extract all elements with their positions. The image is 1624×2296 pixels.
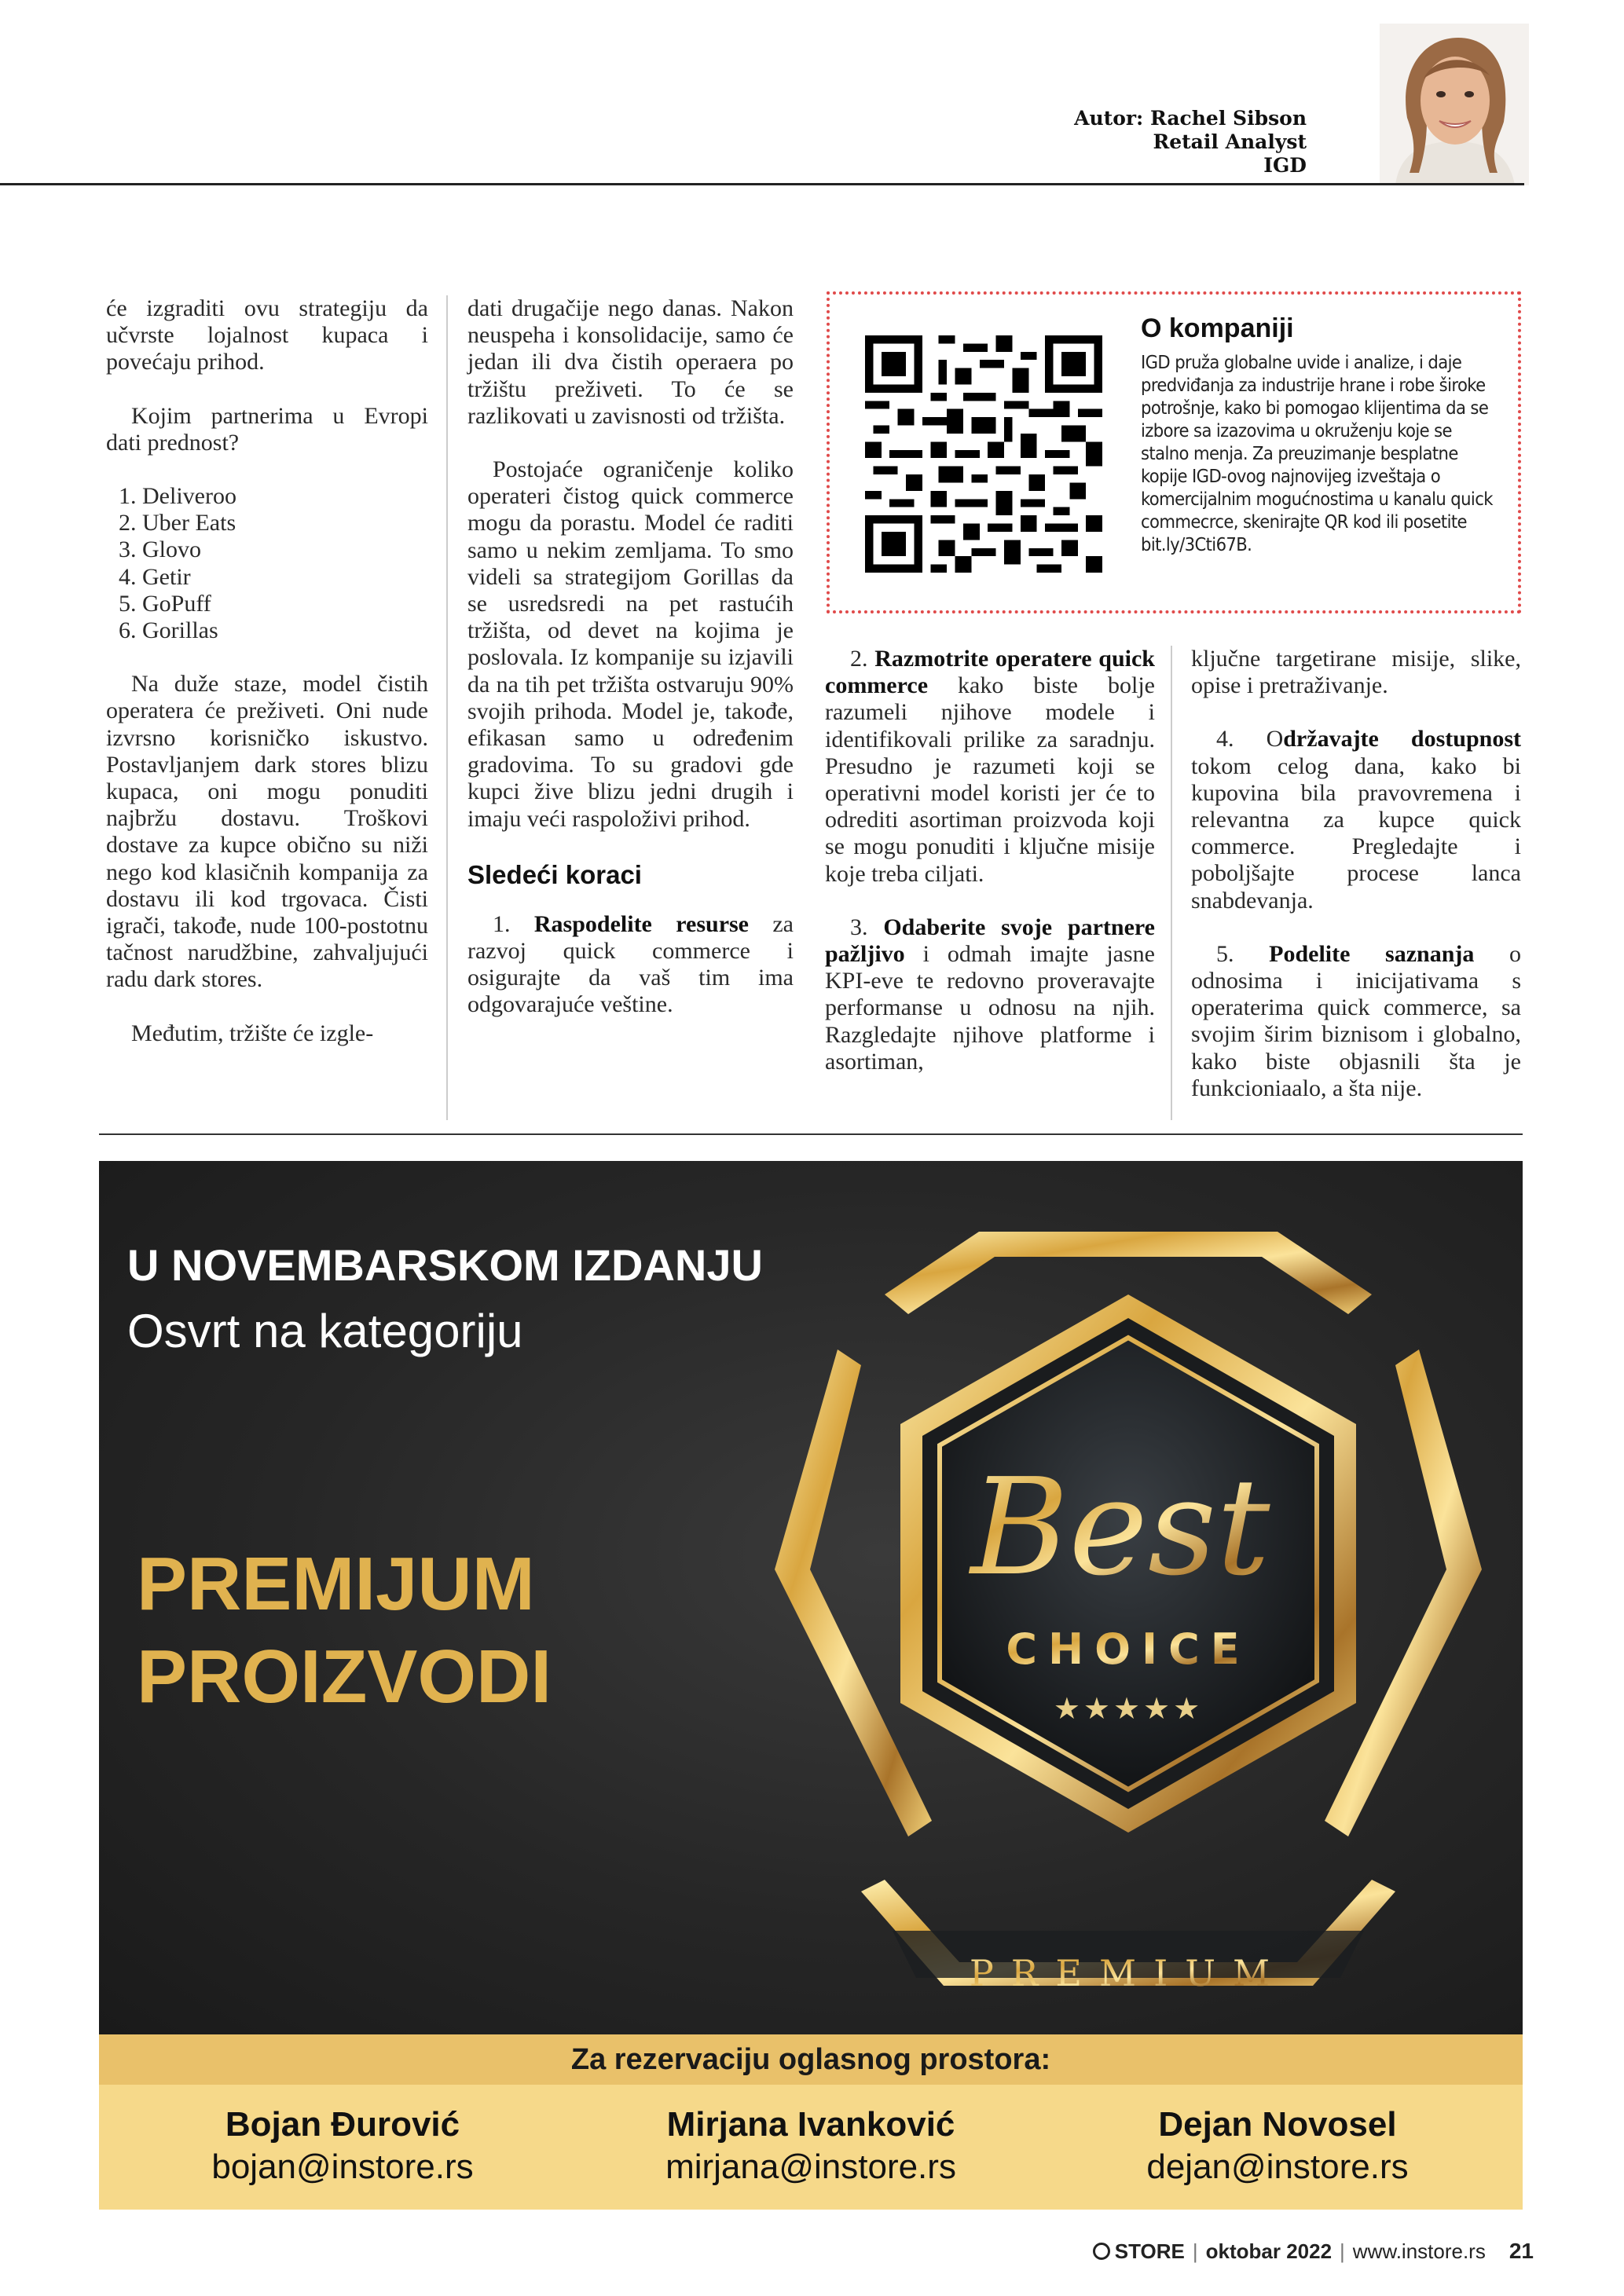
paragraph: će izgraditi ovu strategiju da učvrste lojalnost kupaca i povećaju prihod.: [106, 295, 428, 375]
column-divider: [446, 295, 448, 1120]
paragraph: [825, 914, 1155, 1075]
author-company: IGD: [1263, 154, 1307, 177]
ad-headline: U NOVEMBARSKOM IZDANJU: [127, 1240, 763, 1290]
article-bottom-rule: [99, 1133, 1523, 1135]
ad-title-line: PREMIJUM: [137, 1542, 535, 1626]
step-number: 5.: [1216, 940, 1270, 967]
author-photo: [1380, 24, 1529, 185]
step-text: za razvoj quick commerce i osigurajte da vaš tim ima odgovarajuće veštine.: [467, 910, 794, 1018]
step-text: i odmah imajte jasne KPI-eve te redovno proveravajte performanse u odnosu na njih. Razgledajte njihove platforme i asortiman,: [825, 941, 1155, 1075]
step-text: tokom celog dana, kako bi kupovina bila pravovremena i relevantna za kupce quick commerce. Pregledajte i poboljšajte procese lanca snabdevanja.: [1191, 753, 1521, 914]
step-number: 2.: [850, 646, 875, 672]
section-heading: Sledeći koraci: [467, 859, 642, 889]
paragraph: ključne targetirane misije, slike, opise i pretraživanje.: [1191, 646, 1521, 699]
website-link[interactable]: www.instore.rs: [1352, 2239, 1486, 2263]
step-title: Odaberite svoje partnere pažljivo: [825, 914, 1155, 968]
contact-name: Mirjana Ivanković: [666, 2105, 955, 2144]
company-description: IGD pruža globalne uvide i analize, i daje predviđanja za industrije hrane i robe široke potrošnje, kako bi pomogao klijentima da se izbore sa izazovima u okruženju koje se stalno menja. Za preuzimanje besplatne kopije IGD-ovog najnovijeg izveštaja o komercijalnim mogućnostima u kanalu quick commecrce, skenirajte QR kod ili posetite bit.ly/3Cti67B.: [1141, 351, 1493, 555]
step-text: kako biste bolje razumeli njihove modele i identifikovali prilike za saradnju. Presudno je razumeti koji se operativni model koristi jer će to odrediti asortiman proizvoda koji se mogu ponuditi i ključne misije koje treba ciljati.: [825, 672, 1155, 887]
issue-date: oktobar 2022: [1205, 2239, 1333, 2263]
column-3: [825, 646, 1155, 1102]
company-info-box: [827, 291, 1521, 613]
magazine-logo: [1093, 2239, 1185, 2264]
list-item: 3. Glovo: [119, 536, 201, 563]
list-item: 6. Gorillas: [119, 617, 218, 644]
logo-icon: [1093, 2243, 1110, 2260]
badge-premium: PREMIUM: [969, 1952, 1288, 1994]
contact-email-link[interactable]: bojan@instore.rs: [211, 2148, 474, 2186]
contact-card: [591, 2104, 1031, 2188]
contact-name: Bojan Đurović: [225, 2105, 460, 2144]
paragraph: [467, 911, 794, 1019]
step-number: 1.: [493, 910, 534, 937]
ad-contact-heading: Za rezervaciju oglasnog prostora:: [99, 2034, 1523, 2085]
paragraph: Na duže staze, model čistih operatera će preživeti. Oni nude izvrsno korisničko iskustvo. Postavljanjem dark stores blizu kupaca, oni mogu ponuditi najbržu dostavu. Troškovi dostave za kupce obično su niži nego kod klasičnih kompanija za dostavu ili kod trgovaca. Čisti igrači, takođe, nude 100-postotnu tačnost narudžbine, zahvaljujući radu dark stores.: [106, 671, 428, 993]
qr-code[interactable]: [865, 335, 1102, 573]
list-item: 5. GoPuff: [119, 590, 211, 617]
company-title: O kompaniji: [1141, 313, 1294, 343]
header-rule: [0, 183, 1524, 185]
ad-subheadline: Osvrt na kategoriju: [127, 1305, 523, 1357]
badge-script: Best: [970, 1450, 1270, 1606]
contact-card: [1058, 2104, 1498, 2188]
contact-email-link[interactable]: dejan@instore.rs: [1146, 2148, 1409, 2186]
separator: |: [1192, 2239, 1198, 2263]
separator: |: [1340, 2239, 1345, 2263]
step-title: državajte dostupnost: [1283, 726, 1521, 753]
ad-contact-bar: [99, 2034, 1523, 2210]
step-title: Raspodelite resurse: [533, 910, 749, 937]
paragraph: Kojim partnerima u Evropi dati prednost?: [106, 402, 428, 456]
column-1: [106, 295, 428, 1074]
contact-name: Dejan Novosel: [1158, 2105, 1397, 2144]
paragraph: dati drugačije nego danas. Nakon neuspeha i konsolidacije, samo će jedan ili dva čistih operaera po tržištu preživeti. To će se razlikovati u zavisnosti od tržišta.: [467, 295, 794, 429]
advertisement[interactable]: [99, 1161, 1523, 2034]
paragraph: [1191, 941, 1521, 1102]
step-title: Razmotrite operatere quick commerce: [825, 646, 1155, 699]
contact-email-link[interactable]: mirjana@instore.rs: [665, 2148, 956, 2186]
step-title: Podelite saznanja: [1269, 940, 1475, 967]
contact-card: [123, 2104, 563, 2188]
author-block: [1074, 107, 1307, 178]
page-footer: [1093, 2239, 1534, 2264]
column-2: [467, 295, 794, 1045]
ad-title: [137, 1538, 552, 1723]
partner-list: [106, 483, 428, 644]
best-choice-badge: [743, 1200, 1513, 2034]
column-4: [1191, 646, 1521, 1129]
list-item: 2. Uber Eats: [119, 510, 236, 536]
logo-text: STORE: [1114, 2239, 1185, 2263]
paragraph: [1191, 726, 1521, 914]
author-role: Retail Analyst: [1153, 130, 1307, 153]
step-text: o odnosima i inicijativama s operaterima quick commerce, sa svojim širim biznisom i globalno, kako biste objasnili šta je funkcioniaalo, a šta nije.: [1191, 940, 1522, 1101]
list-item: 4. Getir: [119, 563, 191, 590]
badge-choice: CHOICE: [1006, 1624, 1251, 1674]
page-number: 21: [1509, 2239, 1534, 2263]
badge-stars: ★★★★★: [1053, 1691, 1204, 1726]
paragraph: [825, 646, 1155, 888]
author-name: Autor: Rachel Sibson: [1074, 107, 1307, 130]
list-item: 1. Deliveroo: [119, 483, 236, 510]
ad-title-line: PROIZVODI: [137, 1635, 552, 1719]
step-number: 3.: [850, 914, 884, 940]
paragraph: Međutim, tržište će izgle-: [131, 1020, 374, 1046]
paragraph: Postojaće ograničenje koliko operateri čistog quick commerce mogu da porastu. Model će raditi samo u nekim zemljama. To smo videli sa strategijom Gorillas da se usredsredi na pet rastućih tržišta, od devet na kojima je poslovala. Iz kompanije su izjavili da na tih pet tržišta ostvaruju 90% svojih prihoda. Model je, takođe, efikasan samo u određenim gradovima. To su gradovi gde kupci žive blizu jedni drugih i imaju veći raspoloživi prihod.: [467, 456, 794, 832]
step-number: 4. O: [1216, 726, 1284, 753]
column-divider: [1171, 646, 1172, 1120]
